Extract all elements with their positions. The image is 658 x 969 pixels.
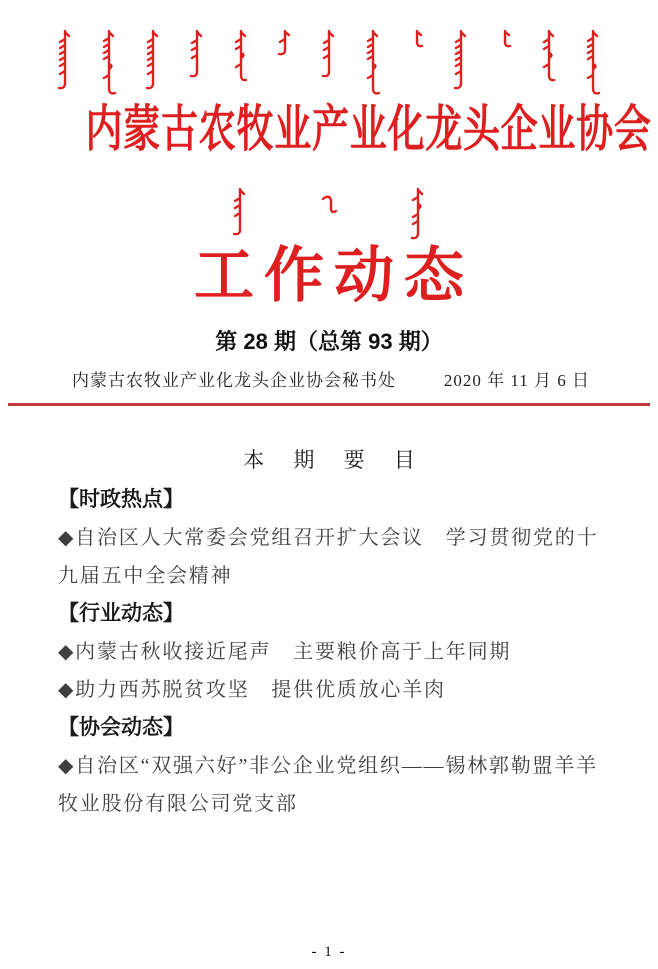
- divider-rule: [8, 403, 650, 406]
- table-of-contents: [0, 441, 658, 823]
- toc-item-line: ◆自治区“双强六好”非公企业党组织——锡林郭勒盟羊羊: [58, 755, 598, 777]
- publisher-name: 内蒙古农牧业产业化龙头企业协会秘书处: [72, 371, 396, 390]
- mongolian-word-icon: [453, 30, 469, 90]
- toc-item-line: ◆自治区人大常委会党组召开扩大会议 学习贯彻党的十: [58, 527, 599, 549]
- mongolian-word-icon: [277, 30, 293, 56]
- toc-item-line: 牧业股份有限公司党支部: [58, 793, 298, 815]
- toc-section-header-politics: 【时政热点】: [58, 488, 184, 511]
- mongolian-word-icon: [497, 30, 513, 48]
- page-number: - 1 -: [311, 944, 347, 960]
- toc-item-line: 九届五中全会精神: [58, 565, 233, 587]
- publish-date: 2020 年 11 月 6 日: [443, 371, 590, 390]
- toc-item-line: ◆内蒙古秋收接近尾声 主要粮价高于上年同期: [58, 641, 512, 663]
- publisher-row: [0, 369, 658, 393]
- mongolian-word-icon: [541, 30, 557, 82]
- org-title: 内蒙古农牧业产业化龙头企业协会: [85, 101, 652, 157]
- bulletin-title: 工作动态: [194, 243, 474, 309]
- mongolian-word-icon: [585, 30, 601, 96]
- mongolian-script-row-subtitle: [0, 188, 658, 242]
- mongolian-word-icon: [321, 30, 337, 78]
- mongolian-word-icon: [57, 30, 73, 90]
- mongolian-word-icon: [233, 30, 249, 82]
- mongolian-script-row-top: [0, 30, 658, 98]
- mongolian-word-icon: [365, 30, 381, 96]
- mongolian-word-icon: [101, 30, 117, 96]
- mongolian-word-icon: [410, 188, 426, 240]
- toc-section-header-association: 【协会动态】: [58, 716, 184, 739]
- toc-title: 本 期 要 目: [243, 448, 427, 472]
- mongolian-word-icon: [145, 30, 161, 90]
- mongolian-word-icon: [409, 30, 425, 48]
- issue-number: 第 28 期（总第 93 期）: [215, 329, 443, 354]
- mongolian-word-icon: [320, 194, 338, 216]
- toc-section-header-industry: 【行业动态】: [58, 602, 184, 625]
- mongolian-word-icon: [232, 188, 248, 236]
- toc-item-line: ◆助力西苏脱贫攻坚 提供优质放心羊肉: [58, 679, 446, 701]
- mongolian-word-icon: [189, 30, 205, 78]
- masthead: [0, 0, 658, 308]
